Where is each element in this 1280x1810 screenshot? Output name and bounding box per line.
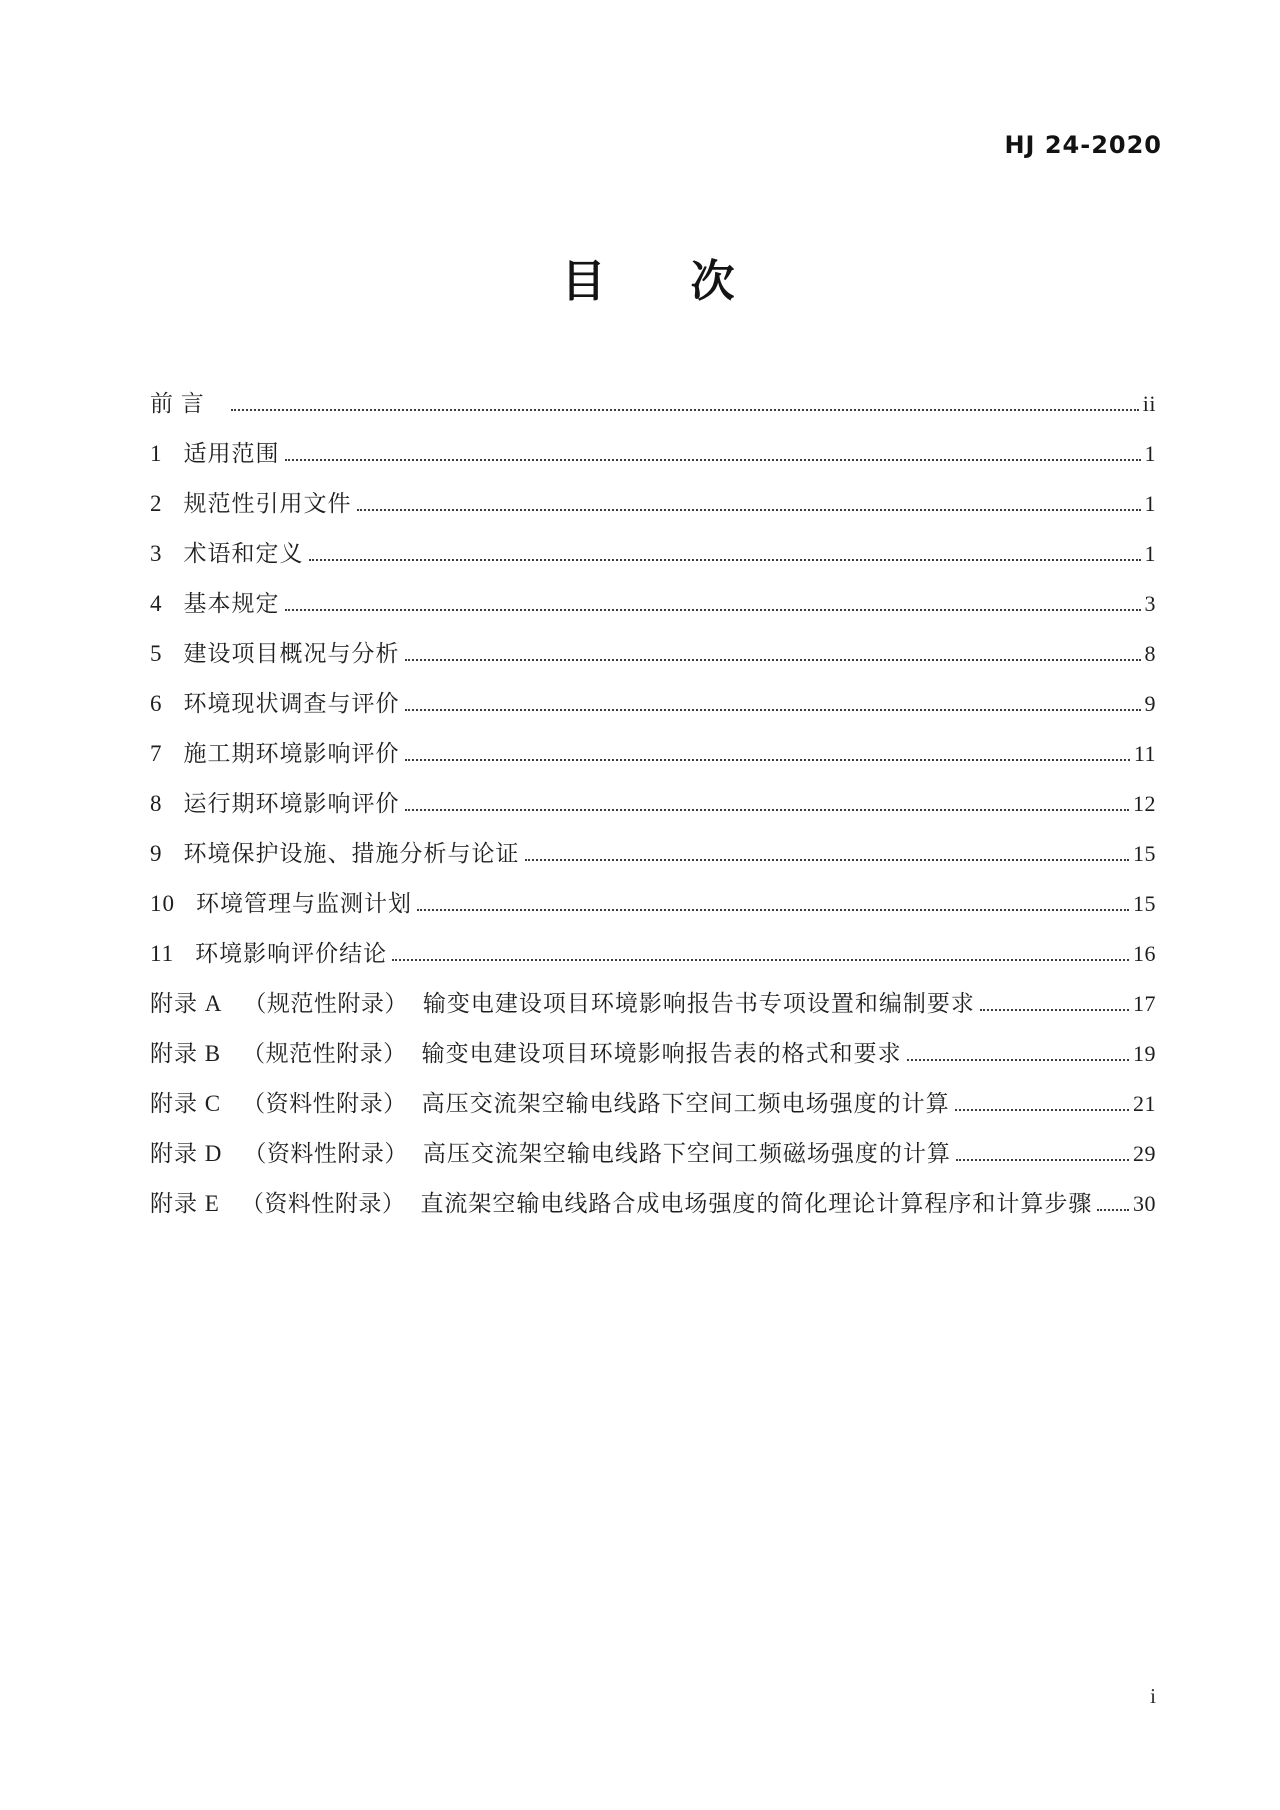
toc-entry xyxy=(150,430,1156,480)
toc-entry-label: 附录 C xyxy=(150,1091,222,1116)
toc-entry-annex-type: （规范性附录） xyxy=(243,991,408,1016)
toc-entry-title: 建设项目概况与分析 xyxy=(183,641,400,666)
toc-entry-annex-type: （资料性附录） xyxy=(243,1141,408,1166)
toc-entry-label: 9 xyxy=(150,841,163,866)
toc-entry-page-number: 15 xyxy=(1133,841,1156,866)
toc-entry-page-number: 8 xyxy=(1144,641,1156,666)
toc-entry-label: 4 xyxy=(150,591,163,616)
toc-entry-title: 基本规定 xyxy=(183,591,280,616)
toc-entry-title: 高压交流架空输电线路下空间工频磁场强度的计算 xyxy=(422,1141,951,1166)
toc-entry-title: 环境保护设施、措施分析与论证 xyxy=(183,841,520,866)
toc-entry-page-number: 30 xyxy=(1133,1191,1156,1216)
toc-entry xyxy=(150,780,1156,830)
toc-entry xyxy=(150,580,1156,630)
toc-entry-page-number: ii xyxy=(1142,391,1156,416)
toc-entry-annex-type: （资料性附录） xyxy=(242,1091,407,1116)
toc-entry-page-number: 1 xyxy=(1144,541,1156,566)
toc-entry-label: 3 xyxy=(150,541,163,566)
toc-entry-page-number: 17 xyxy=(1133,991,1156,1016)
toc-entry xyxy=(150,880,1156,930)
toc-entry-page-number: 9 xyxy=(1144,691,1156,716)
toc-entry-label: 10 xyxy=(150,891,175,916)
toc-dot-leader xyxy=(405,709,1141,711)
toc-entry-page-number: 12 xyxy=(1133,791,1156,816)
toc-dot-leader xyxy=(285,459,1141,461)
toc-entry-title: 环境管理与监测计划 xyxy=(196,891,412,916)
toc-entry-page-number: 3 xyxy=(1144,591,1156,616)
toc-entry-page-number: 11 xyxy=(1133,741,1156,766)
toc-entry-title: 规范性引用文件 xyxy=(183,491,352,516)
footer-page-number: i xyxy=(1150,1684,1156,1708)
toc-entry-label: 6 xyxy=(150,691,163,716)
toc-entry-title: 环境影响评价结论 xyxy=(195,941,388,966)
toc-entry-title: 环境现状调查与评价 xyxy=(183,691,400,716)
toc-entry-page-number: 1 xyxy=(1144,441,1156,466)
toc-entry-label: 5 xyxy=(150,641,163,666)
toc-entry-title: 输变电建设项目环境影响报告书专项设置和编制要求 xyxy=(422,991,975,1016)
toc-dot-leader xyxy=(956,1159,1129,1161)
toc-dot-leader xyxy=(405,659,1141,661)
toc-entry-label: 附录 A xyxy=(150,991,223,1016)
toc-entry xyxy=(150,730,1156,780)
toc-entry-title: 适用范围 xyxy=(183,441,280,466)
toc-dot-leader xyxy=(405,809,1130,811)
toc-entry xyxy=(150,380,1156,430)
toc-dot-leader xyxy=(285,609,1141,611)
toc-entry-title: 术语和定义 xyxy=(183,541,304,566)
toc-entry xyxy=(150,680,1156,730)
toc-entry xyxy=(150,1180,1156,1230)
toc-dot-leader xyxy=(980,1009,1129,1011)
toc-entry-label: 附录 E xyxy=(150,1191,220,1216)
toc-dot-leader xyxy=(907,1059,1129,1061)
toc-entry-label: 8 xyxy=(150,791,163,816)
toc-entry-page-number: 29 xyxy=(1133,1141,1156,1166)
toc-dot-leader xyxy=(405,759,1130,761)
toc-entry-title: 施工期环境影响评价 xyxy=(183,741,400,766)
toc-entry-label: 11 xyxy=(150,941,175,966)
toc-entry-annex-type: （规范性附录） xyxy=(242,1041,407,1066)
toc-list xyxy=(150,380,1156,1230)
toc-entry-label: 前 言 xyxy=(150,391,205,416)
toc-dot-leader xyxy=(417,909,1129,911)
toc-entry-title: 输变电建设项目环境影响报告表的格式和要求 xyxy=(421,1041,902,1066)
toc-entry xyxy=(150,530,1156,580)
toc-entry xyxy=(150,1080,1156,1130)
toc-entry-label: 附录 B xyxy=(150,1041,222,1066)
standard-code: HJ 24-2020 xyxy=(1004,131,1162,159)
toc-entry-annex-type: （资料性附录） xyxy=(240,1191,406,1216)
toc-entry-page-number: 21 xyxy=(1133,1091,1156,1116)
toc-dot-leader xyxy=(1097,1209,1129,1211)
toc-dot-leader xyxy=(392,959,1129,961)
toc-entry-label: 1 xyxy=(150,441,163,466)
toc-dot-leader xyxy=(955,1109,1129,1111)
toc-entry-label: 2 xyxy=(150,491,163,516)
toc-entry-page-number: 16 xyxy=(1133,941,1156,966)
toc-entry-label: 附录 D xyxy=(150,1141,223,1166)
toc-entry-page-number: 1 xyxy=(1144,491,1156,516)
toc-dot-leader xyxy=(231,409,1139,411)
toc-entry-page-number: 15 xyxy=(1133,891,1156,916)
toc-dot-leader xyxy=(525,859,1130,861)
toc-entry xyxy=(150,480,1156,530)
toc-entry-label: 7 xyxy=(150,741,163,766)
toc-entry-title: 直流架空输电线路合成电场强度的简化理论计算程序和计算步骤 xyxy=(420,1191,1093,1216)
toc-entry-title: 高压交流架空输电线路下空间工频电场强度的计算 xyxy=(421,1091,950,1116)
toc-entry xyxy=(150,1030,1156,1080)
toc-entry-title: 运行期环境影响评价 xyxy=(183,791,400,816)
toc-entry-page-number: 19 xyxy=(1133,1041,1156,1066)
toc-entry xyxy=(150,1130,1156,1180)
toc-dot-leader xyxy=(309,559,1141,561)
toc-entry xyxy=(150,630,1156,680)
toc-entry xyxy=(150,980,1156,1030)
toc-entry xyxy=(150,830,1156,880)
toc-entry xyxy=(150,930,1156,980)
toc-dot-leader xyxy=(357,509,1141,511)
page-title: 目 次 xyxy=(561,257,737,306)
